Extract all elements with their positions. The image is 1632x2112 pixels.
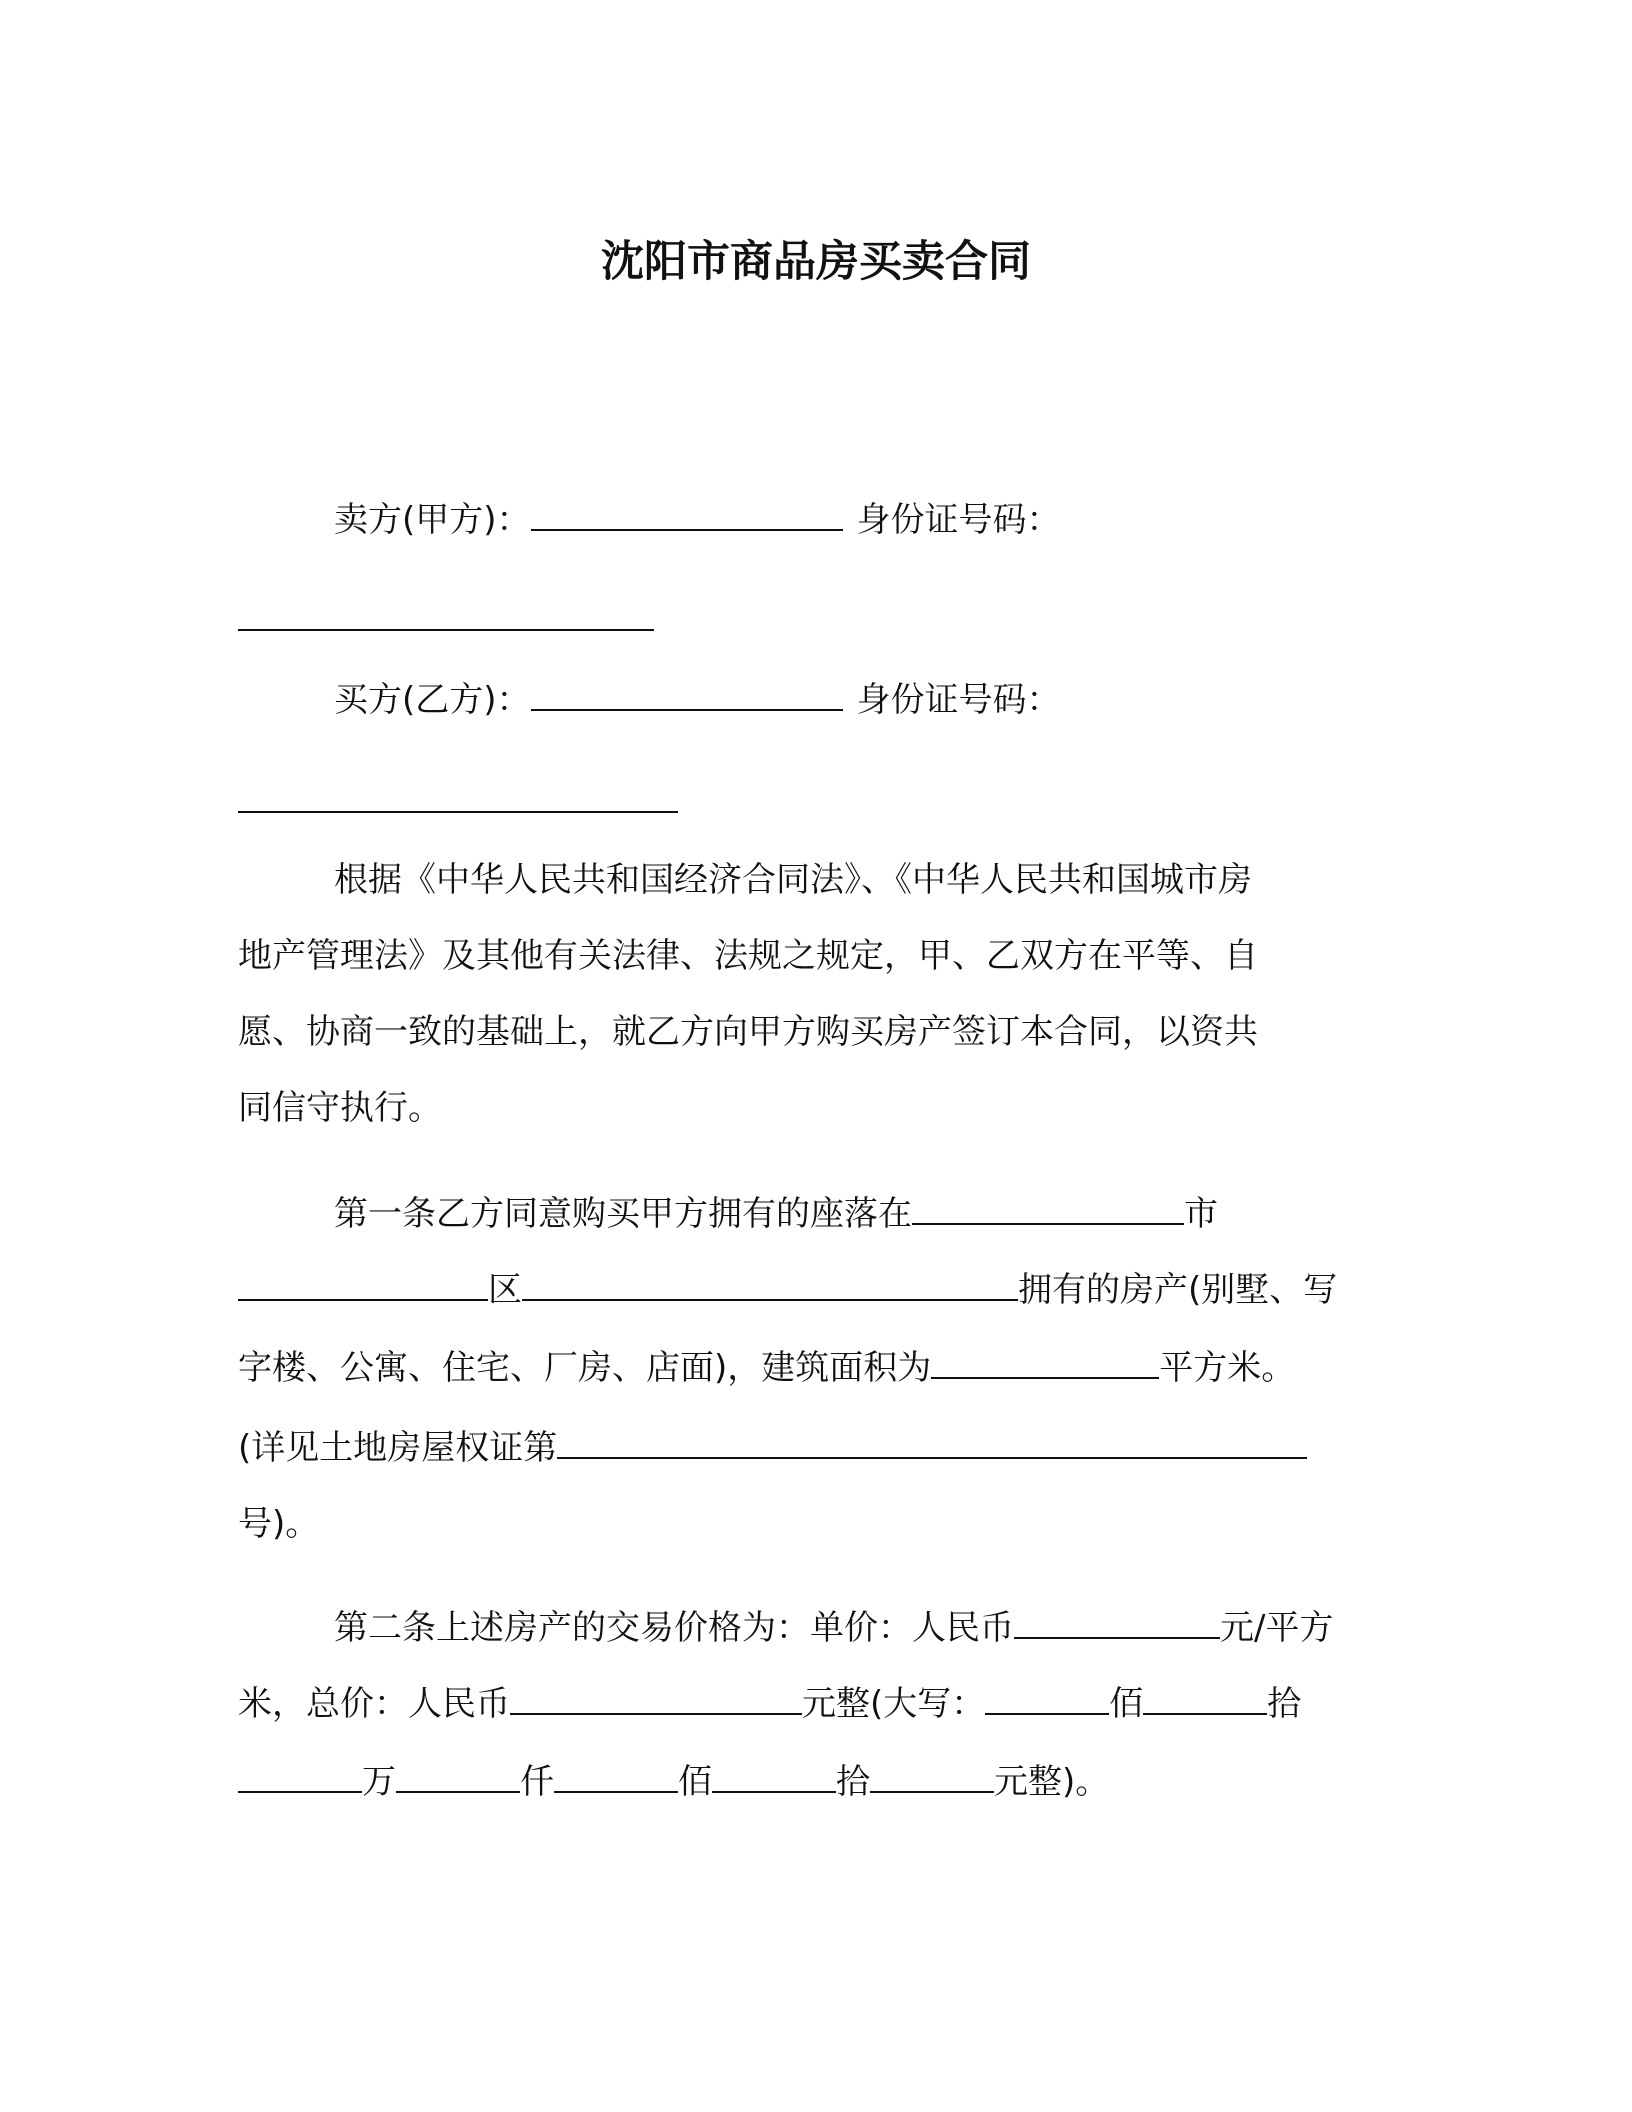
shi-label-1: 拾 [1267, 1684, 1302, 1724]
qian-label: 仟 [520, 1762, 554, 1802]
article1-line-4 [238, 1424, 1307, 1472]
article1-text-4: (详见土地房屋权证第 [238, 1428, 558, 1468]
area-blank[interactable] [931, 1347, 1159, 1379]
article2-line-3 [238, 1758, 1109, 1806]
article1-text-2: 拥有的房产(别墅、写 [1018, 1270, 1338, 1310]
bai-label-1: 佰 [1109, 1684, 1144, 1724]
seller-id-blank[interactable] [238, 599, 654, 631]
total-price-suffix: 元整(大写： [802, 1684, 986, 1724]
seller-id-line [238, 596, 654, 644]
qian-blank[interactable] [396, 1761, 520, 1793]
buyer-line [334, 676, 1061, 724]
article1-line-2 [238, 1266, 1337, 1314]
article2-text-1: 第二条上述房产的交易价格为：单价：人民币 [334, 1608, 1014, 1648]
area-unit: 平方米。 [1159, 1348, 1296, 1388]
article1-line-3 [238, 1344, 1295, 1392]
unit-price-suffix: 元/平方 [1220, 1608, 1334, 1648]
city-blank[interactable] [912, 1193, 1184, 1225]
district-blank[interactable] [238, 1269, 488, 1301]
article2-line-1 [334, 1604, 1333, 1652]
article1-line-1 [334, 1190, 1218, 1238]
bai-blank-1[interactable] [985, 1683, 1109, 1715]
yuan-blank[interactable] [870, 1761, 994, 1793]
bai-label-2: 佰 [678, 1762, 712, 1802]
certificate-blank[interactable] [557, 1427, 1307, 1459]
district-suffix: 区 [488, 1270, 522, 1310]
article1-line-5: 号)。 [238, 1504, 320, 1544]
preamble-line-3: 愿、协商一致的基础上，就乙方向甲方购买房产签订本合同，以资共 [238, 1012, 1258, 1052]
article1-text-1: 第一条乙方同意购买甲方拥有的座落在 [334, 1194, 912, 1234]
article2-line-2 [238, 1680, 1301, 1728]
buyer-id-blank[interactable] [238, 781, 678, 813]
seller-id-label: 身份证号码： [856, 500, 1061, 540]
unit-price-blank[interactable] [1014, 1607, 1220, 1639]
seller-name-blank[interactable] [531, 499, 843, 531]
shi-label-2: 拾 [836, 1762, 870, 1802]
buyer-id-label: 身份证号码： [856, 680, 1061, 720]
preamble-line-2: 地产管理法》及其他有关法律、法规之规定，甲、乙双方在平等、自 [238, 936, 1258, 976]
wan-label: 万 [362, 1762, 396, 1802]
shi-blank-1[interactable] [1143, 1683, 1267, 1715]
article2-text-2: 米，总价：人民币 [238, 1684, 510, 1724]
bai-blank-2[interactable] [554, 1761, 678, 1793]
buyer-id-line [238, 778, 678, 826]
article1-text-3: 字楼、公寓、住宅、厂房、店面)，建筑面积为 [238, 1348, 932, 1388]
preamble-line-1: 根据《中华人民共和国经济合同法》、《中华人民共和国城市房 [334, 860, 1252, 900]
seller-label: 卖方(甲方)： [334, 500, 531, 540]
total-price-blank[interactable] [510, 1683, 802, 1715]
page-title: 沈阳市商品房买卖合同 [601, 237, 1031, 287]
shi-blank-2[interactable] [712, 1761, 836, 1793]
buyer-name-blank[interactable] [531, 679, 843, 711]
seller-line [334, 496, 1061, 544]
buyer-label: 买方(乙方)： [334, 680, 531, 720]
address-blank[interactable] [522, 1269, 1018, 1301]
wan-blank[interactable] [238, 1761, 362, 1793]
preamble-line-4: 同信守执行。 [238, 1088, 442, 1128]
yuan-suffix: 元整)。 [994, 1762, 1110, 1802]
city-suffix: 市 [1184, 1194, 1218, 1234]
